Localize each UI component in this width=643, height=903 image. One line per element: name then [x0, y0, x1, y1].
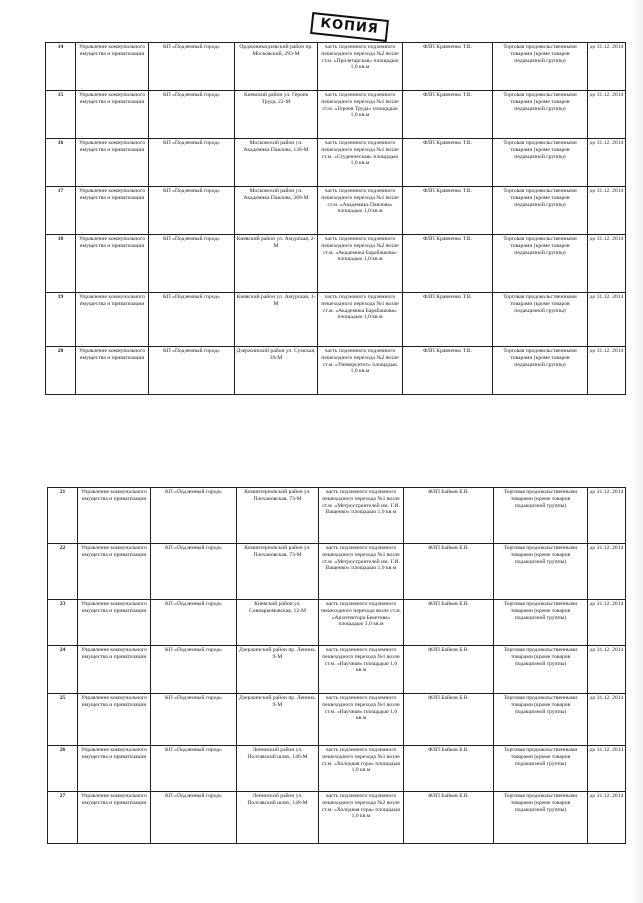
cell-purpose: Торговая продовольственными товарами (кроме товаров подакцизной группы) — [493, 235, 588, 293]
cell-number: 19 — [46, 293, 76, 347]
cell-organization: Управление коммунального имущества и приватизации — [76, 235, 149, 293]
cell-purpose: Торговая продовольственными товарами (кроме товаров подакцизной группы) — [494, 646, 588, 694]
cell-enterprise: КП «Подземный город» — [149, 235, 235, 293]
cell-purpose: Торговая продовольственными товарами (кроме товаров подакцизной группы) — [494, 792, 588, 844]
cell-enterprise: КП «Подземный город» — [151, 600, 237, 646]
table-row — [48, 694, 626, 746]
cell-address: Дзержинский район пр. Ленина, 9-М — [237, 646, 319, 694]
cell-number: 21 — [48, 488, 78, 544]
cell-purpose: Торговая продовольственными товарами (кроме товаров подакцизной группы) — [494, 600, 588, 646]
cell-enterprise: КП «Подземный город» — [151, 792, 237, 844]
cell-address: Московский район ул. Академика Павлова, 269-М — [235, 187, 318, 235]
cell-period: до 31.12. 2014 — [588, 91, 626, 139]
cell-purpose: Торговая продовольственными товарами (кроме товаров подакцизной группы) — [494, 694, 588, 746]
table-row — [46, 235, 626, 293]
cell-address: Дзержинский район ул. Сумская, 39-М — [235, 347, 318, 395]
cell-purpose: Торговая продовольственными товарами (кроме товаров подакцизной группы) — [494, 488, 588, 544]
cell-organization: Управление коммунального имущества и приватизации — [78, 600, 151, 646]
cell-enterprise: КП «Подземный город» — [151, 746, 237, 792]
table-row — [46, 293, 626, 347]
cell-period: до 31.12. 2014 — [588, 139, 626, 187]
cell-organization: Управление коммунального имущества и приватизации — [76, 347, 149, 395]
cell-object: часть подземного подземного пешеходного перехода №1 возле ст.м. «Героев Труда» площадью 1,0 кв.м — [318, 91, 403, 139]
table-row — [48, 544, 626, 600]
cell-period: до 31.12. 2014 — [588, 746, 626, 792]
cell-address: Коминтерновский район ул. Плехановская, 73-М — [237, 488, 319, 544]
cell-purpose: Торговая продовольственными товарами (кроме товаров подакцизной группы) — [493, 91, 588, 139]
cell-period: до 31.12. 2014 — [588, 43, 626, 91]
cell-address: Ленинский район ул. Полтавский шлях, 146-М — [237, 746, 319, 792]
table-row — [48, 746, 626, 792]
cell-address: Ленинский район ул. Полтавский шлях, 148-М — [237, 792, 319, 844]
cell-number: 26 — [48, 746, 78, 792]
cell-organization: Управление коммунального имущества и приватизации — [76, 187, 149, 235]
cell-number: 23 — [48, 600, 78, 646]
cell-period: до 31.12. 2014 — [588, 600, 626, 646]
cell-object: часть подземного подземного пешеходного перехода №1 возле ст.м. «Холодная гора» площадью 1,0 кв.м — [319, 746, 404, 792]
cell-object: часть подземного подземного пешеходного перехода №1 возле ст.м. «Академика Павлова» площадью 1,0 кв.м — [318, 187, 403, 235]
cell-organization: Управление коммунального имущества и приватизации — [76, 293, 149, 347]
cell-number: 24 — [48, 646, 78, 694]
table-row — [48, 792, 626, 844]
cell-address: Киевский район ул. Совнаркомовская, 12-М — [237, 600, 319, 646]
cell-tenant: ФЛП Байков Б.В. — [404, 746, 494, 792]
cell-tenant: ФЛП Байков Б.В. — [404, 792, 494, 844]
page-edge-shadow — [630, 0, 643, 903]
cell-tenant: ФЛП Кравченко Т.В. — [403, 347, 493, 395]
cell-organization: Управление коммунального имущества и приватизации — [78, 646, 151, 694]
cell-number: 27 — [48, 792, 78, 844]
register-table-lower — [47, 487, 626, 844]
cell-tenant: ФЛП Кравченко Т.В. — [403, 91, 493, 139]
cell-tenant: ФЛП Байков Б.В. — [404, 488, 494, 544]
table-row — [46, 187, 626, 235]
table-row — [46, 347, 626, 395]
cell-number: 25 — [48, 694, 78, 746]
cell-period: до 31.12. 2014 — [588, 694, 626, 746]
cell-enterprise: КП «Подземный город» — [151, 694, 237, 746]
cell-tenant: ФЛП Кравченко Т.В. — [403, 235, 493, 293]
cell-enterprise: КП «Подземный город» — [151, 544, 237, 600]
cell-address: Киевский район ул. Героев Труда, 22-М — [235, 91, 318, 139]
cell-number: 14 — [46, 43, 76, 91]
cell-purpose: Торговая продовольственными товарами (кроме товаров подакцизной группы) — [494, 746, 588, 792]
cell-object: часть подземного подземного пешеходного перехода №2 возле ст.м. «Академика Барабашова» площадью 1,0 кв.м — [318, 235, 403, 293]
cell-period: до 31.12. 2014 — [588, 187, 626, 235]
cell-object: часть подземного подземного пешеходного перехода №2 возле ст.м. «Университет» площадью 1,0 кв.м — [318, 347, 403, 395]
cell-period: до 31.12. 2014 — [588, 646, 626, 694]
cell-number: 22 — [48, 544, 78, 600]
cell-object: часть подземного подземного пешеходного перехода №1 возле ст.м. «Студенческая» площадью 1,0 кв.м — [318, 139, 403, 187]
cell-period: до 31.12. 2014 — [588, 235, 626, 293]
cell-organization: Управление коммунального имущества и приватизации — [76, 139, 149, 187]
cell-organization: Управление коммунального имущества и приватизации — [78, 694, 151, 746]
cell-object: часть подземного подземного пешеходного перехода №2 возле ст.м. «Холодная гора» площадью 1,0 кв.м — [319, 792, 404, 844]
cell-tenant: ФЛП Байков Б.В. — [404, 544, 494, 600]
table-row — [48, 600, 626, 646]
cell-period: до 31.12. 2014 — [588, 544, 626, 600]
cell-enterprise: КП «Подземный город» — [149, 139, 235, 187]
cell-enterprise: КП «Подземный город» — [151, 488, 237, 544]
cell-enterprise: КП «Подземный город» — [149, 293, 235, 347]
cell-object: часть подземного подземного пешеходного перехода №1 возле ст.м. «Научная» площадью 1,0 кв.м — [319, 646, 404, 694]
cell-tenant: ФЛП Кравченко Т.В. — [403, 43, 493, 91]
cell-address: Орджоникидзевский район пр. Московский, 293-М — [235, 43, 318, 91]
cell-tenant: ФЛП Кравченко Т.В. — [403, 293, 493, 347]
cell-purpose: Торговая продовольственными товарами (кроме товаров подакцизной группы) — [493, 139, 588, 187]
cell-purpose: Торговая продовольственными товарами (кроме товаров подакцизной группы) — [494, 544, 588, 600]
cell-purpose: Торговая продовольственными товарами (кроме товаров подакцизной группы) — [493, 187, 588, 235]
table-row — [46, 91, 626, 139]
cell-organization: Управление коммунального имущества и приватизации — [76, 43, 149, 91]
cell-organization: Управление коммунального имущества и приватизации — [78, 488, 151, 544]
cell-enterprise: КП «Подземный город» — [149, 187, 235, 235]
cell-object: часть подземного подземного пешеходного перехода №1 возле ст.м. «Метростроителей им. Г.И. Ващенко» площадью 1,0 кв.м — [319, 488, 404, 544]
register-table-upper — [45, 42, 626, 395]
cell-enterprise: КП «Подземный город» — [149, 91, 235, 139]
cell-period: до 31.12. 2014 — [588, 792, 626, 844]
cell-tenant: ФЛП Байков Б.В. — [404, 600, 494, 646]
cell-address: Киевский район ул. Амурская, 1-М — [235, 293, 318, 347]
cell-number: 15 — [46, 91, 76, 139]
cell-address: Коминтерновский район ул. Плехановская, 73-М — [237, 544, 319, 600]
cell-purpose: Торговая продовольственными товарами (кроме товаров подакцизной группы) — [493, 43, 588, 91]
cell-tenant: ФЛП Кравченко Т.В. — [403, 187, 493, 235]
cell-address: Дзержинский район пр. Ленина, 9-М — [237, 694, 319, 746]
table-row — [46, 43, 626, 91]
cell-period: до 31.12. 2014 — [588, 488, 626, 544]
cell-object: часть подземного подземного пешеходного перехода №1 возле ст.м. «Научная» площадью 1,0 кв.м — [319, 694, 404, 746]
cell-enterprise: КП «Подземный город» — [149, 43, 235, 91]
cell-object: часть подземного подземного пешеходного перехода возле ст.м. «Архитектора Бекетова» площадью 1,0 кв.м — [319, 600, 404, 646]
table-row — [48, 646, 626, 694]
cell-organization: Управление коммунального имущества и приватизации — [78, 544, 151, 600]
cell-period: до 31.12. 2014 — [588, 347, 626, 395]
cell-number: 20 — [46, 347, 76, 395]
copy-stamp: КОПИЯ — [310, 12, 389, 42]
cell-purpose: Торговая продовольственными товарами (кроме товаров подакцизной группы) — [493, 293, 588, 347]
cell-tenant: ФЛП Кравченко Т.В. — [403, 139, 493, 187]
cell-number: 16 — [46, 139, 76, 187]
cell-number: 18 — [46, 235, 76, 293]
cell-organization: Управление коммунального имущества и приватизации — [76, 91, 149, 139]
cell-enterprise: КП «Подземный город» — [149, 347, 235, 395]
cell-object: часть подземного подземного пешеходного перехода №1 возле ст.м. «Академика Барабашова» площадью 1,0 кв.м — [318, 293, 403, 347]
cell-enterprise: КП «Подземный город» — [151, 646, 237, 694]
cell-tenant: ФЛП Байков Б.В. — [404, 694, 494, 746]
cell-period: до 31.12. 2014 — [588, 293, 626, 347]
cell-organization: Управление коммунального имущества и приватизации — [78, 746, 151, 792]
cell-number: 17 — [46, 187, 76, 235]
cell-organization: Управление коммунального имущества и приватизации — [78, 792, 151, 844]
cell-address: Киевский район ул. Амурская, 2-М — [235, 235, 318, 293]
cell-object: часть подземного подземного пешеходного перехода №2 возле ст.м. «Пролетарская» площадью 1,0 кв.м — [318, 43, 403, 91]
cell-purpose: Торговая продовольственными товарами (кроме товаров подакцизной группы) — [493, 347, 588, 395]
cell-address: Московский район ул. Академика Павлова, 136-М — [235, 139, 318, 187]
table-row — [46, 139, 626, 187]
table-row — [48, 488, 626, 544]
cell-object: часть подземного подземного пешеходного перехода №1 возле ст.м. «Метростроителей им. Г.И. Ващенко» площадью 1,0 кв.м — [319, 544, 404, 600]
cell-tenant: ФЛП Байков Б.В. — [404, 646, 494, 694]
